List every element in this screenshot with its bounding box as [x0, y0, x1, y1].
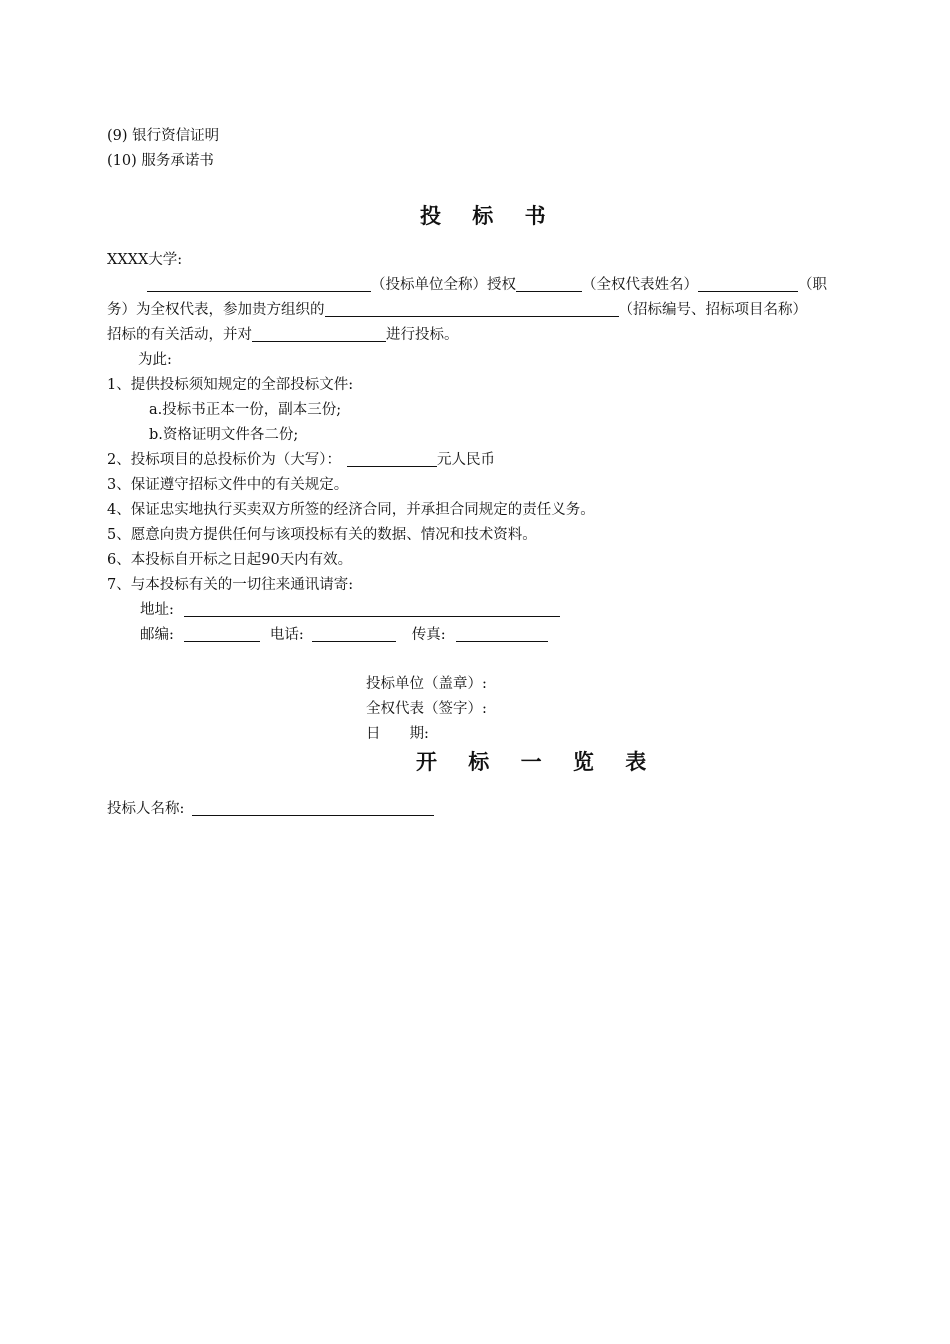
blank-fax[interactable]	[456, 627, 548, 642]
paragraph-line-2	[107, 301, 807, 319]
item-7: 7、与本投标有关的一切往来通讯请寄:	[107, 577, 354, 593]
postcode-label: 邮编:	[140, 627, 174, 643]
blank-phone[interactable]	[312, 627, 396, 642]
phone-label: 电话:	[269, 627, 304, 643]
item-10: (10) 服务承诺书	[107, 153, 214, 169]
contact-row	[140, 626, 548, 644]
blank-total-price[interactable]	[347, 452, 437, 467]
paragraph-line-3	[107, 326, 459, 344]
sign-unit: 投标单位（盖章）:	[366, 676, 487, 692]
paragraph-line-1	[147, 276, 827, 294]
fax-label: 传真:	[411, 627, 446, 643]
item-3: 3、保证遵守招标文件中的有关规定。	[107, 477, 349, 493]
sign-representative: 全权代表（签字）:	[366, 701, 487, 717]
item-1: 1、提供投标须知规定的全部投标文件:	[107, 377, 354, 393]
address-label: 地址:	[140, 602, 174, 618]
p1-part6: 招标的有关活动，并对	[107, 327, 252, 343]
item-2-suffix: 元人民币	[436, 452, 495, 468]
p1-part7: 进行投标。	[386, 327, 459, 343]
p1-part5: （招标编号、招标项目名称）	[618, 302, 807, 318]
item-1a: a.投标书正本一份，副本三份;	[149, 402, 342, 418]
p1-part4: 务）为全权代表，参加贵方组织的	[107, 302, 325, 318]
blank-bid-item[interactable]	[252, 327, 386, 342]
address-row	[140, 601, 560, 619]
p1-part2: （全权代表姓名）	[582, 277, 698, 293]
bid-letter-title: 投 标 书	[420, 203, 558, 228]
item-6: 6、本投标自开标之日起90天内有效。	[107, 552, 353, 568]
bidder-row	[107, 800, 434, 818]
blank-position[interactable]	[698, 277, 798, 292]
blank-rep-name[interactable]	[516, 277, 582, 292]
item-4: 4、保证忠实地执行买卖双方所签的经济合同，并承担合同规定的责任义务。	[107, 502, 595, 518]
wei-ci: 为此:	[138, 352, 172, 368]
blank-bidder-name[interactable]	[147, 277, 371, 292]
item-9: (9) 银行资信证明	[107, 128, 220, 144]
blank-project-number[interactable]	[325, 302, 619, 317]
item-2	[107, 451, 495, 469]
bidder-label: 投标人名称:	[107, 801, 185, 817]
p1-part3: （职	[798, 277, 827, 293]
bid-opening-table-title: 开 标 一 览 表	[416, 749, 659, 774]
salutation: XXXX大学:	[107, 252, 183, 268]
p1-part1: （投标单位全称）授权	[371, 277, 516, 293]
item-1b: b.资格证明文件各二份;	[149, 427, 299, 443]
item-5: 5、愿意向贵方提供任何与该项投标有关的数据、情况和技术资料。	[107, 527, 537, 543]
blank-postcode[interactable]	[184, 627, 260, 642]
blank-address[interactable]	[184, 602, 560, 617]
sign-date: 日 期:	[366, 726, 429, 742]
item-2-text: 2、投标项目的总投标价为（大写）：	[107, 452, 341, 468]
blank-bidder[interactable]	[192, 801, 434, 816]
